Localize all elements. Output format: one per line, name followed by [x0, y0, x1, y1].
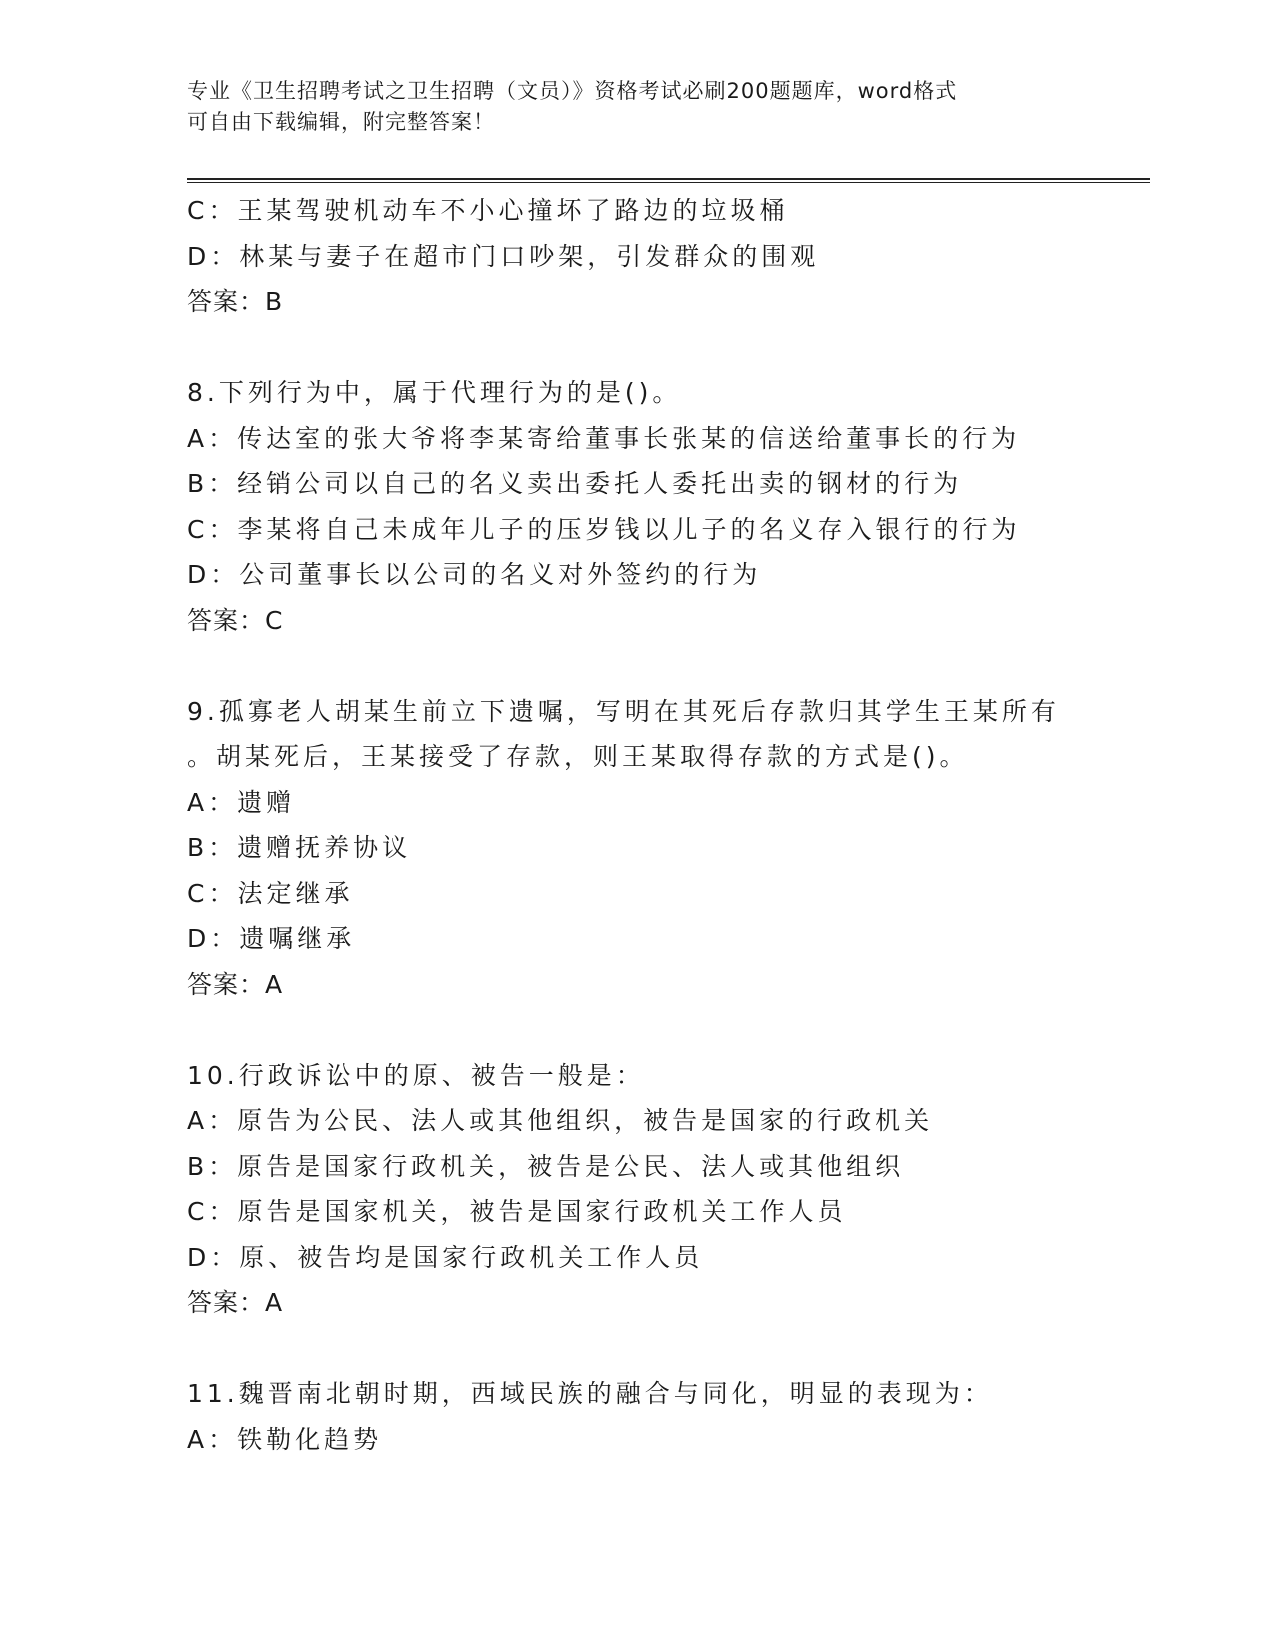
spacer: [187, 1326, 1087, 1372]
question-block-8: [187, 370, 1087, 643]
option-b: B：遗赠抚养协议: [187, 833, 412, 862]
question-list: [187, 188, 1087, 1462]
option-c: C：法定继承: [187, 878, 354, 908]
header-title-line-2: 可自由下载编辑，附完整答案！: [187, 110, 495, 134]
answer-text: 答案：A: [187, 969, 284, 999]
option-a: A：原告为公民、法人或其他组织，被告是国家的行政机关: [187, 1106, 934, 1135]
option-d: D：公司董事长以公司的名义对外签约的行为: [187, 560, 762, 589]
question-stem-continued: 。胡某死后，王某接受了存款，则王某取得存款的方式是()。: [187, 742, 969, 771]
answer-text: 答案：B: [187, 287, 284, 316]
header-title-line-1: 专业《卫生招聘考试之卫生招聘（文员）》资格考试必刷200题题库，word格式: [187, 79, 958, 103]
document-header: [187, 76, 1087, 138]
question-stem: 9.孤寡老人胡某生前立下遗嘱，写明在其死后存款归其学生王某所有: [187, 696, 1060, 726]
option-c: C：原告是国家机关，被告是国家行政机关工作人员: [187, 1197, 847, 1226]
option-d: D：林某与妻子在超市门口吵架，引发群众的围观: [187, 241, 820, 271]
question-stem: 11.魏晋南北朝时期，西域民族的融合与同化，明显的表现为：: [187, 1379, 993, 1408]
option-d: D：原、被告均是国家行政机关工作人员: [187, 1242, 704, 1272]
option-a: A：传达室的张大爷将李某寄给董事长张某的信送给董事长的行为: [187, 423, 1021, 453]
question-block-10: [187, 1053, 1087, 1326]
answer-text: 答案：C: [187, 605, 284, 635]
option-c: C：王某驾驶机动车不小心撞坏了路边的垃圾桶: [187, 196, 789, 225]
answer-text: 答案：A: [187, 1288, 284, 1317]
option-b: B：原告是国家行政机关，被告是公民、法人或其他组织: [187, 1151, 905, 1181]
option-a: A：铁勒化趋势: [187, 1424, 383, 1454]
question-stem: 10.行政诉讼中的原、被告一般是：: [187, 1060, 645, 1090]
option-b: B：经销公司以自己的名义卖出委托人委托出卖的钢材的行为: [187, 469, 963, 498]
question-stem: 8.下列行为中，属于代理行为的是()。: [187, 378, 682, 407]
option-a: A：遗赠: [187, 787, 296, 817]
question-block-9: [187, 689, 1087, 1008]
header-divider: [187, 178, 1150, 183]
option-d: D：遗嘱继承: [187, 924, 356, 953]
question-block-prev: [187, 188, 1087, 325]
spacer: [187, 325, 1087, 371]
spacer: [187, 643, 1087, 689]
option-c: C：李某将自己未成年儿子的压岁钱以儿子的名义存入银行的行为: [187, 514, 1021, 544]
spacer: [187, 1007, 1087, 1053]
question-block-11: [187, 1371, 1087, 1462]
